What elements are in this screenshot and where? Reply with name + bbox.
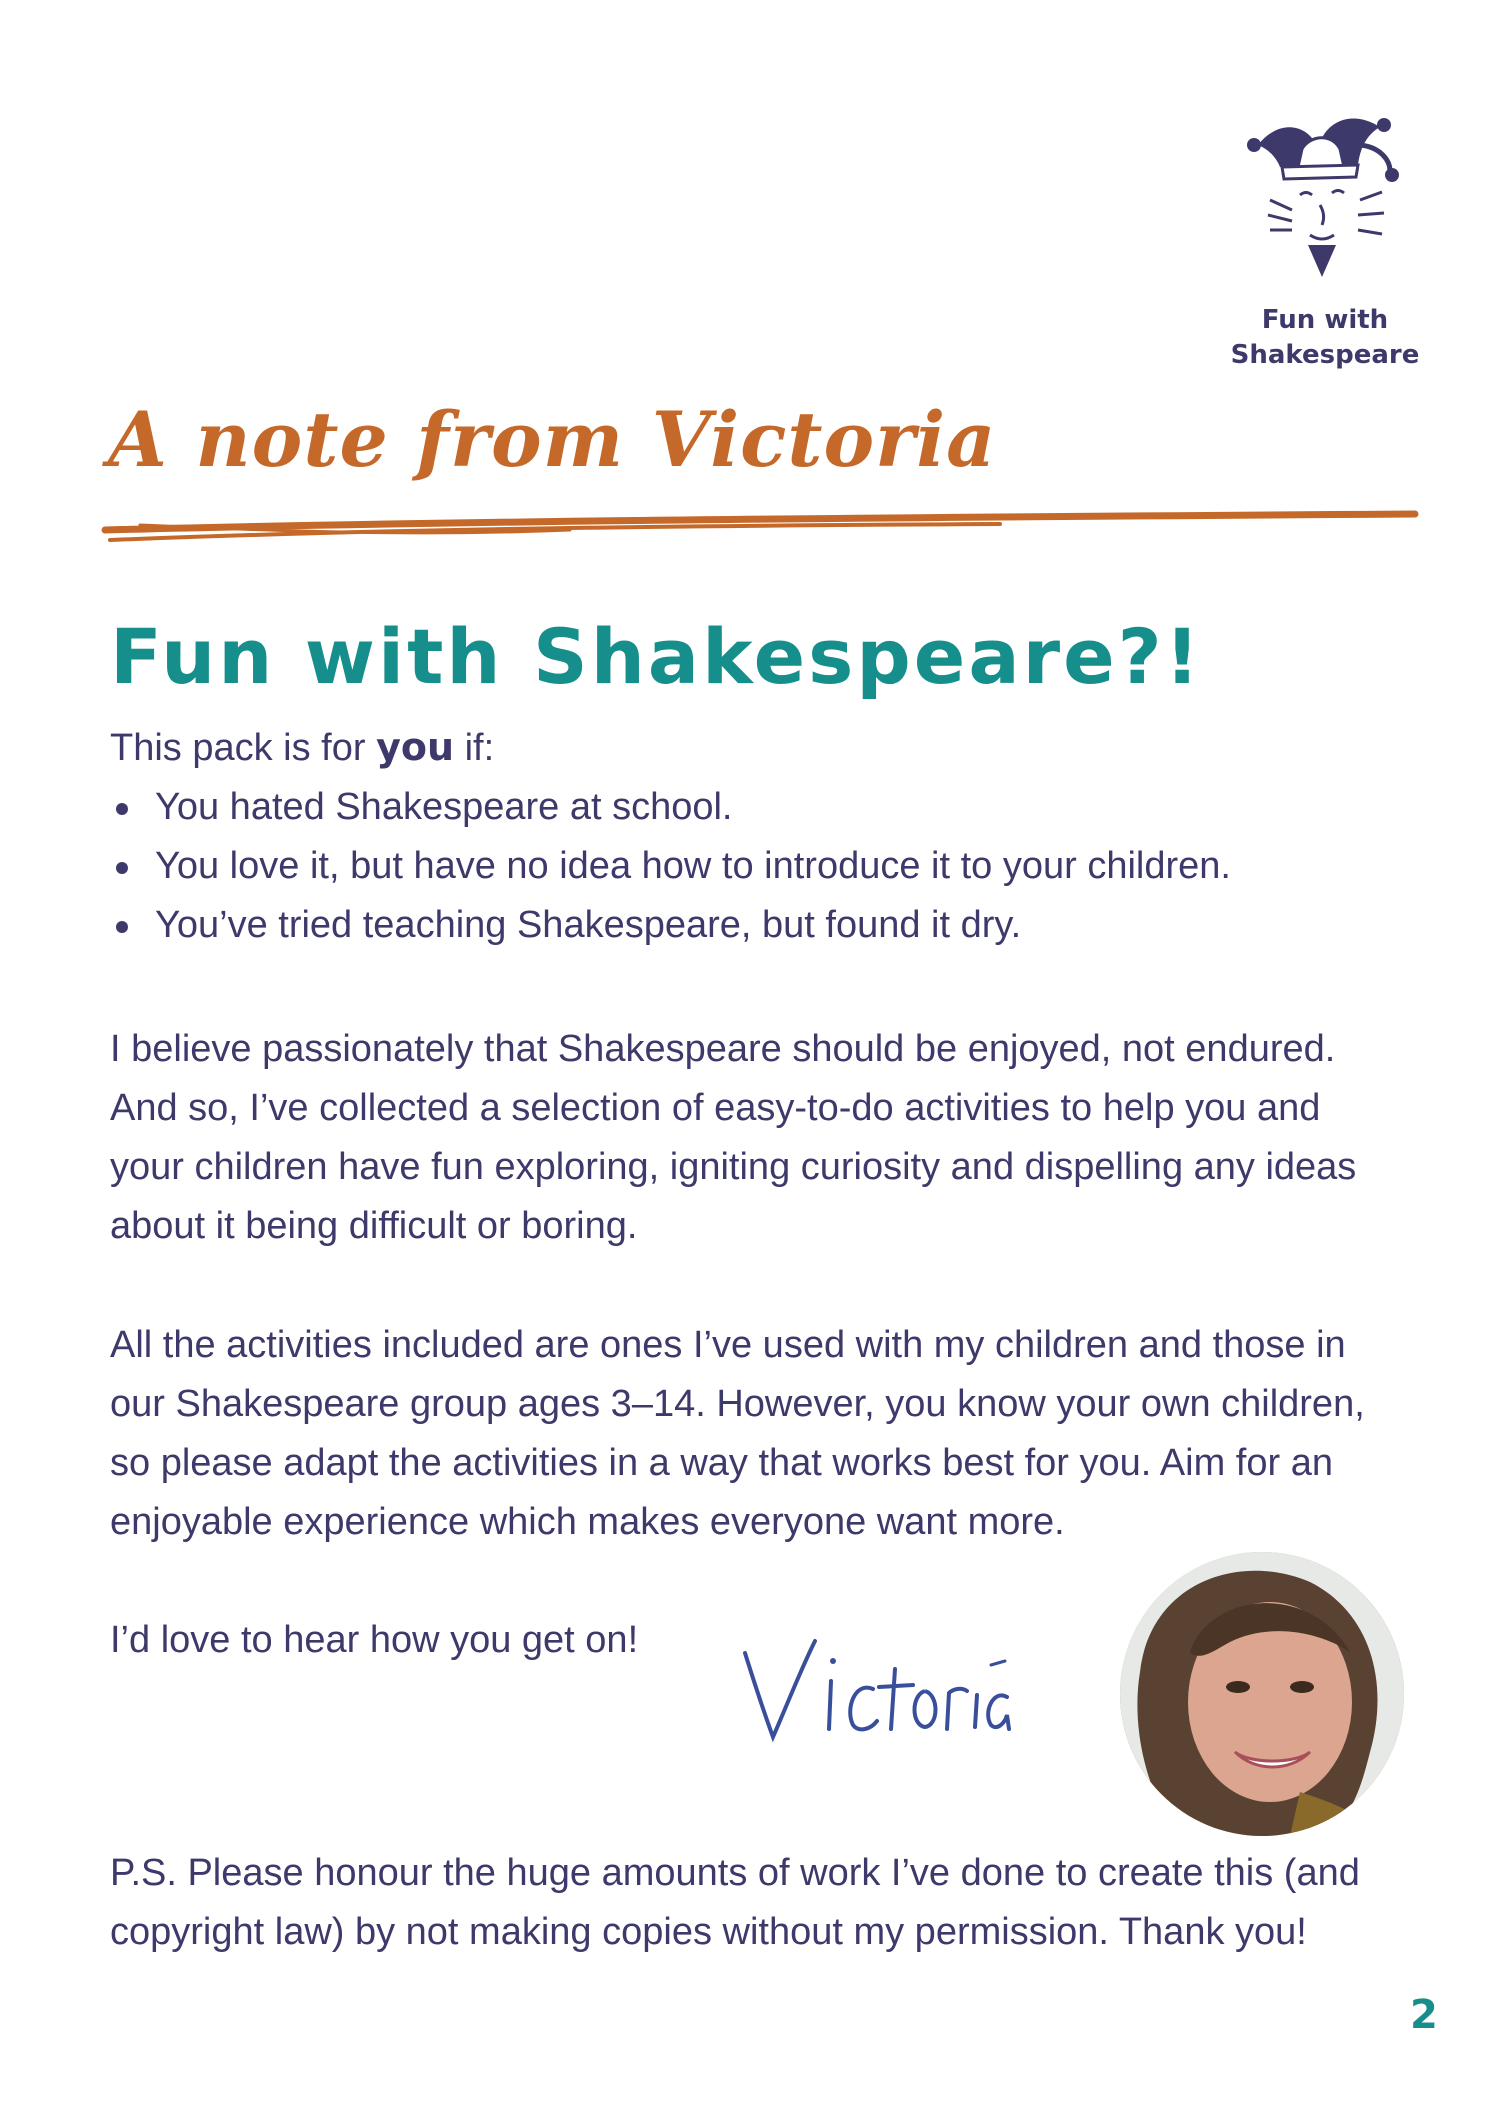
heading-underline [100,500,1420,550]
author-photo [1120,1552,1404,1836]
bullet-item: You’ve tried teaching Shakespeare, but found it dry. [110,896,1400,955]
signature [735,1625,1015,1755]
closing-line: I’d love to hear how you get on! [110,1619,639,1661]
intro-text-before: This pack is for [110,727,377,769]
logo-text-line1: Fun with [1261,305,1389,335]
main-title: Fun with Shakespeare?! [110,612,1203,701]
page-number: 2 [1410,1992,1438,2038]
intro-line [110,718,1400,778]
jester-hat-icon [1240,105,1410,295]
brand-logo [1225,105,1425,373]
logo-text-line2: Shakespeare [1230,340,1420,370]
postscript: P.S. Please honour the huge amounts of work I’ve done to create this (and copyright law) by not making copies without my permission. Thank you! [110,1852,1360,1953]
bullet-item: You love it, but have no idea how to introduce it to your children. [110,837,1400,896]
intro-text-after: if: [454,727,495,769]
paragraph: All the activities included are ones I’ve used with my children and those in our Shakespeare group ages 3–14. However, you know your own children, so please adapt the activities in a way that works best for you. Aim for an enjoyable experience which makes everyone want more. [110,1324,1365,1543]
paragraph: I believe passionately that Shakespeare should be enjoyed, not endured. And so, I’ve collected a selection of easy-to-do activities to help you and your children have fun exploring, igniting curiosity and dispelling any ideas about it being difficult or boring. [110,1028,1357,1247]
intro-section [110,718,1400,955]
bullet-list [110,778,1400,955]
bullet-item: You hated Shakespeare at school. [110,778,1400,837]
page-heading: A note from Victoria [108,395,997,484]
intro-emphasis: you [376,725,455,769]
